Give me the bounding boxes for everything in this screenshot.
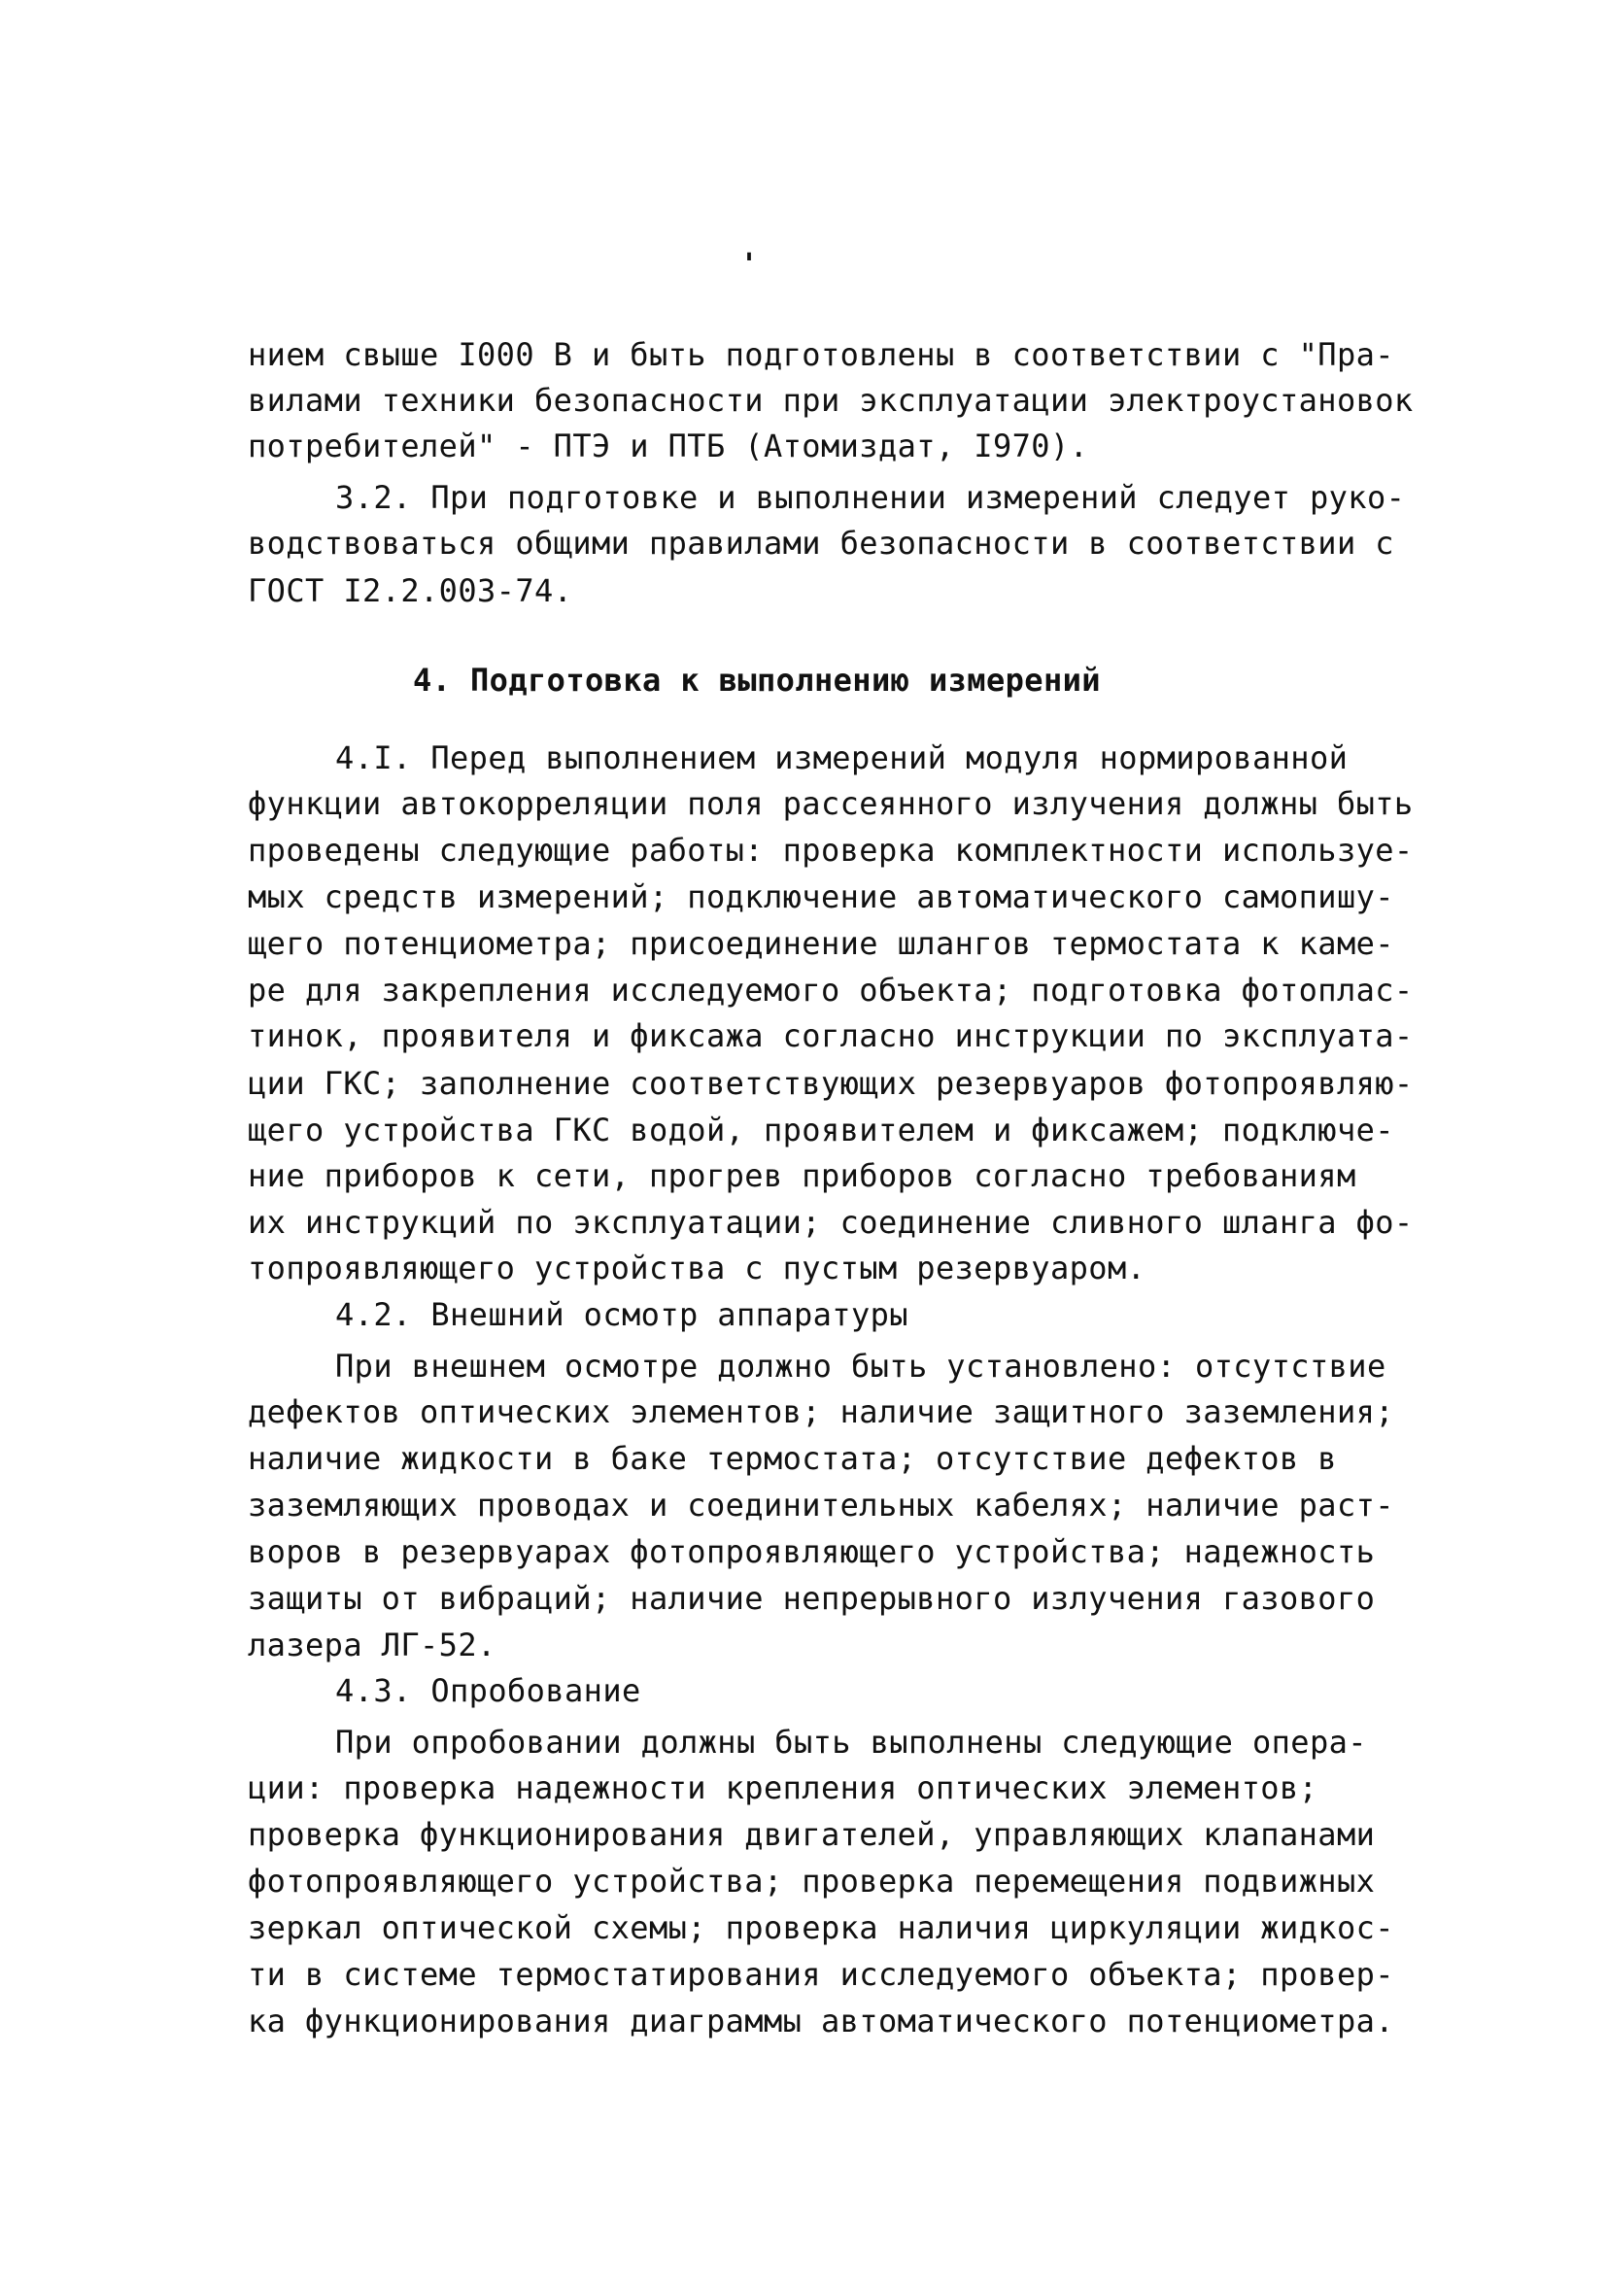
text-line: их инструкций по эксплуатации; соединение сливного шланга фо- [248,1204,1414,1241]
text-line: зеркал оптической схемы; проверка наличия циркуляции жидкос- [248,1909,1394,1946]
text-line: воров в резервуарах фотопроявляющего устройства; надежность [248,1533,1376,1570]
subsection-title: 4.3. Опробование [335,1672,641,1709]
text-line: вилами техники безопасности при эксплуатации электроустановок [248,382,1414,419]
section-heading: 4. Подготовка к выполнению измерений [413,662,1101,699]
text-line: защиты от вибраций; наличие непрерывного излучения газового [248,1580,1376,1617]
text-line: ГОСТ I2.2.003-74. [248,572,573,609]
text-line: ре для закрепления исследуемого объекта; подготовка фотоплас- [248,972,1414,1009]
text-line: щего потенциометра; присоединение шлангов термостата к каме- [248,925,1394,962]
text-line: ции: проверка надежности крепления оптических элементов; [248,1769,1318,1806]
text-line: ти в системе термостатирования исследуемого объекта; провер- [248,1956,1394,1993]
text-line: функции автокорреляции поля рассеянного излучения должны быть [248,785,1414,822]
text-line: лазера ЛГ-52. [248,1627,496,1663]
text-line: ка функционирования диаграммы автоматического потенциометра. [248,2003,1394,2039]
text-line: При опробовании должны быть выполнены следующие опера- [335,1724,1367,1761]
text-line: тинок, проявителя и фиксажа согласно инструкции по эксплуата- [248,1017,1414,1054]
text-line: 4.I. Перед выполнением измерений модуля нормированной [335,739,1349,776]
subsection-title: 4.2. Внешний осмотр аппаратуры [335,1296,908,1333]
text-line: топроявляющего устройства с пустым резервуаром. [248,1250,1146,1286]
text-line: потребителей" - ПТЭ и ПТБ (Атомиздат, I970). [248,428,1089,464]
text-line: При внешнем осмотре должно быть установлено: отсутствие [335,1348,1386,1385]
text-line: проверка функционирования двигателей, управляющих клапанами [248,1816,1376,1853]
text-line: фотопроявляющего устройства; проверка перемещения подвижных [248,1863,1376,1900]
text-line: наличие жидкости в баке термостата; отсутствие дефектов в [248,1440,1337,1477]
text-line: заземляющих проводах и соединительных кабелях; наличие раст- [248,1487,1394,1524]
text-line: мых средств измерений; подключение автоматического самопишу- [248,878,1394,915]
text-line: щего устройства ГКС водой, проявителем и фиксажем; подключе- [248,1112,1394,1148]
text-line: ции ГКС; заполнение соответствующих резервуаров фотопроявляю- [248,1065,1414,1102]
text-line: ние приборов к сети, прогрев приборов согласно требованиям [248,1157,1356,1194]
text-line: водствоваться общими правилами безопасности в соответствии с [248,525,1394,562]
text-line: дефектов оптических элементов; наличие защитного заземления; [248,1393,1394,1430]
page-mark: ' [740,248,759,282]
text-line: 3.2. При подготовке и выполнении измерений следует руко- [335,479,1406,516]
text-line: нием свыше I000 В и быть подготовлены в соответствии с "Пра- [248,336,1394,373]
text-line: проведены следующие работы: проверка комплектности используе- [248,832,1414,869]
